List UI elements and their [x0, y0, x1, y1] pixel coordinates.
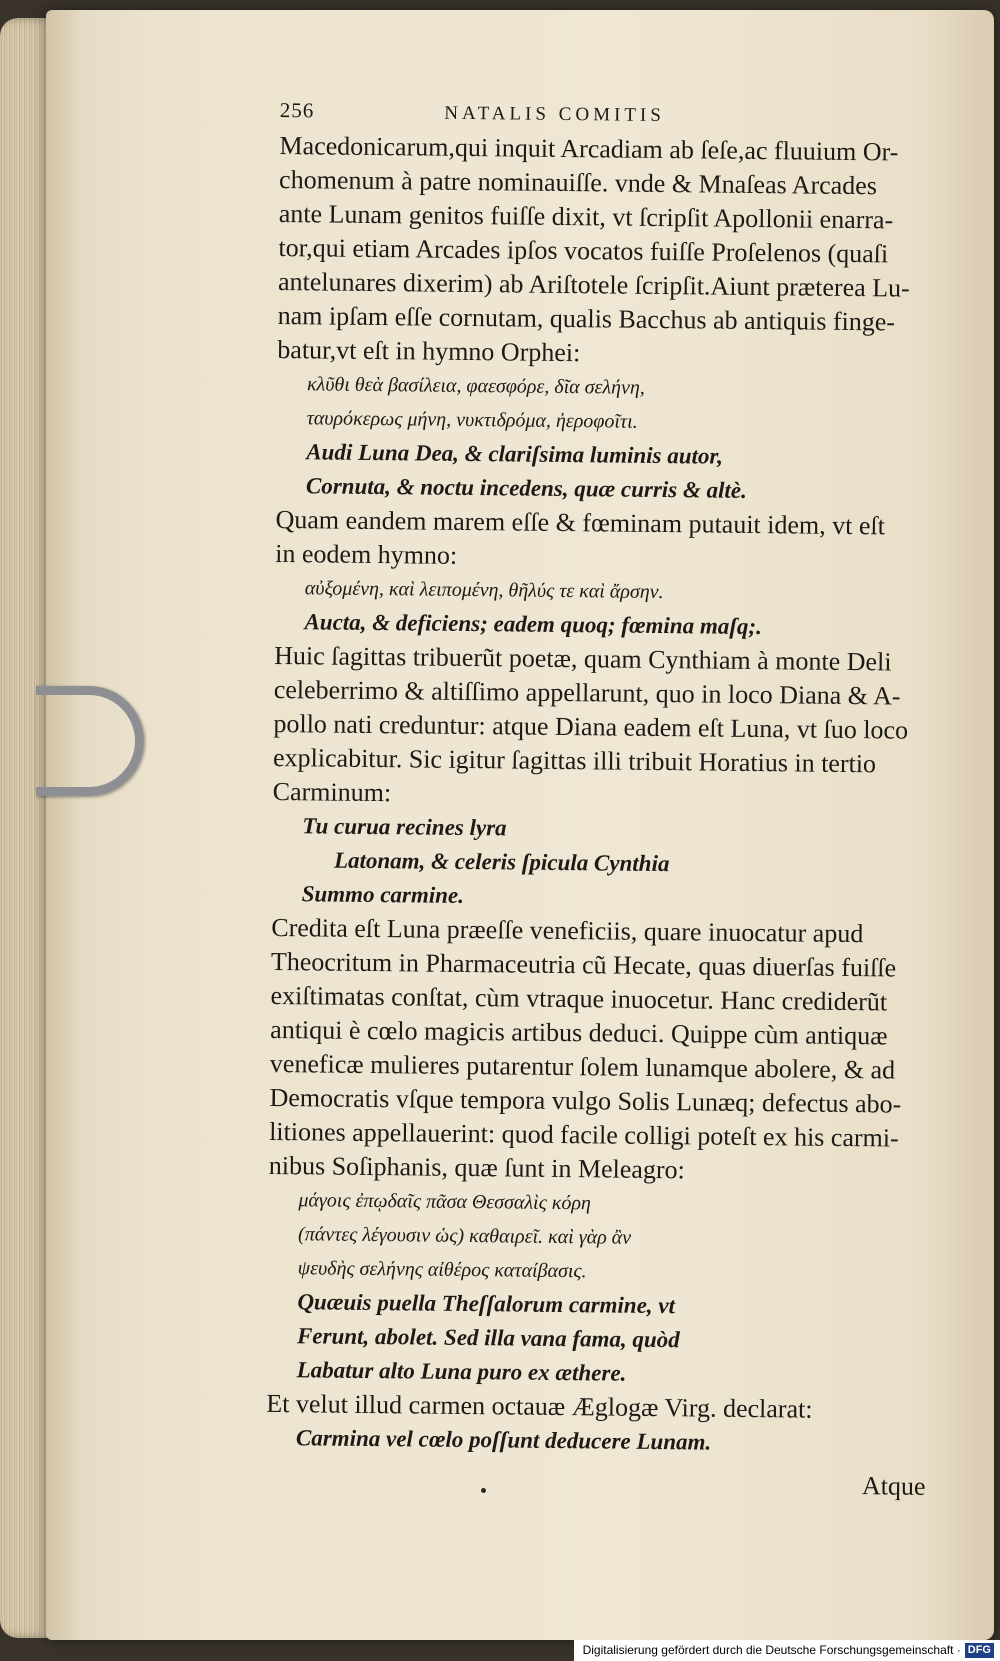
text-line: exiſtimatas conſtat, cùm vtraque inuocetur. Hanc crediderũt — [270, 980, 888, 1017]
text-line: Credita eſt Luna præeſſe veneficiis, quare inuocatur apud — [271, 912, 864, 949]
digitization-credit-bar — [574, 1640, 1000, 1661]
page-text — [265, 98, 926, 1504]
running-title: NATALIS COMITIS — [444, 102, 665, 127]
text-line: Theocritum in Pharmaceutria cũ Hecate, quas diuerſas fuiſſe — [270, 946, 897, 983]
text-line: veneficæ mulieres putarentur ſolem lunamque abolere, & ad — [269, 1048, 896, 1085]
text-line: batur,vt eſt in hymno Orphei: — [277, 334, 581, 368]
greek-verse-line: αὐξομένη, καὶ λειπομένη, θῆλύς τε καὶ ἄρσην. — [304, 577, 664, 604]
running-header — [280, 98, 920, 130]
ink-dot — [481, 1488, 486, 1493]
text-line: celeberrimo & altiſſimo appellarunt, quo in loco Diana & A- — [273, 674, 901, 711]
text-line: explicabitur. Sic igitur ſagittas illi tribuit Horatius in tertio — [272, 742, 877, 779]
text-line: pollo nati creduntur: atque Diana eadem eſt Luna, vt ſuo loco — [273, 708, 909, 745]
text-line: Carminum: — [272, 776, 392, 808]
text-line: Et velut illud carmen octauæ Æglogæ Virg. declarat: — [266, 1388, 813, 1424]
text-line: Macedonicarum,qui inquit Arcadiam ab ſeſe,ac fluuium Or- — [279, 130, 899, 167]
greek-verse-line: (πάντες λέγουσιν ὡς) καθαιρεῖ. καὶ γὰρ ἂν — [297, 1223, 632, 1249]
text-line: in eodem hymno: — [275, 538, 458, 570]
latin-verse-line: Labatur alto Luna puro ex æthere. — [296, 1357, 627, 1386]
text-line: ante Lunam genitos fuiſſe dixit, vt ſcripſit Apollonii enarra- — [278, 198, 894, 235]
page-number: 256 — [279, 98, 315, 123]
text-line: nam ipſam eſſe cornutam, qualis Bacchus ab antiquis finge- — [277, 300, 896, 337]
body-lines — [266, 129, 920, 1462]
latin-verse-line: Cornuta, & noctu incedens, quæ curris & altè. — [305, 473, 747, 503]
text-line: antiqui è cœlo magicis artibus deduci. Quippe cùm antiquæ — [270, 1014, 888, 1051]
latin-verse-line: Aucta, & deficiens; eadem quoq; fœmina maſq;. — [304, 609, 763, 640]
catchword: Atque — [861, 1471, 926, 1501]
latin-verse-line: Ferunt, abolet. Sed illa vana fama, quòd — [296, 1323, 680, 1353]
text-line: tor,qui etiam Arcades ipſos vocatos fuiſſe Proſelenos (quaſi — [278, 232, 889, 269]
latin-verse-line: Summo carmine. — [301, 881, 465, 908]
latin-verse-line: Carmina vel cœlo poſſunt deducere Lunam. — [295, 1425, 712, 1455]
credit-text: Digitalisierung gefördert durch die Deutsche Forschungsgemeinschaft · — [582, 1643, 961, 1657]
text-line: litiones appellauerint: quod facile colligi poteſt ex his carmi- — [269, 1116, 899, 1153]
bookmark-ribbon — [36, 686, 144, 796]
dfg-logo: DFG — [965, 1643, 994, 1658]
text-line: Democratis vſque tempora vulgo Solis Lunæq; defectus abo- — [269, 1082, 902, 1119]
text-line: antelunares dixerim) ab Ariſtotele ſcripſit.Aiunt præterea Lu- — [277, 266, 910, 303]
text-line: Huic ſagittas tribuerũt poetæ, quam Cynthiam à monte Deli — [274, 640, 892, 677]
text-line: nibus Soſiphanis, quæ ſunt in Meleagro: — [268, 1150, 685, 1185]
latin-verse-line: Audi Luna Dea, & clariſsima luminis autor, — [306, 439, 724, 469]
latin-verse-line: Latonam, & celeris ſpicula Cynthia — [333, 847, 670, 877]
greek-verse-line: μάγοις ἐπῳδαῖς πᾶσα Θεσσαλὶς κόρη — [298, 1189, 592, 1215]
latin-verse-line: Tu curua recines lyra — [302, 813, 507, 841]
greek-verse-line: κλῦθι θεὰ βασίλεια, φαεσφόρε, δῖα σελήνη, — [306, 373, 645, 399]
text-line: chomenum à patre nominauiſſe. vnde & Mnaſeas Arcades — [278, 164, 878, 201]
greek-verse-line: ψευδὴς σελήνης αἰθέρος καταίβασις. — [297, 1257, 587, 1283]
text-line: Quam eandem marem eſſe & fœminam putauit idem, vt eſt — [275, 504, 886, 541]
greek-verse-line: ταυρόκερως μήνη, νυκτιδρόμα, ἠεροφοῖτι. — [306, 407, 638, 433]
latin-verse-line: Quæuis puella Theſſalorum carmine, vt — [297, 1289, 676, 1319]
